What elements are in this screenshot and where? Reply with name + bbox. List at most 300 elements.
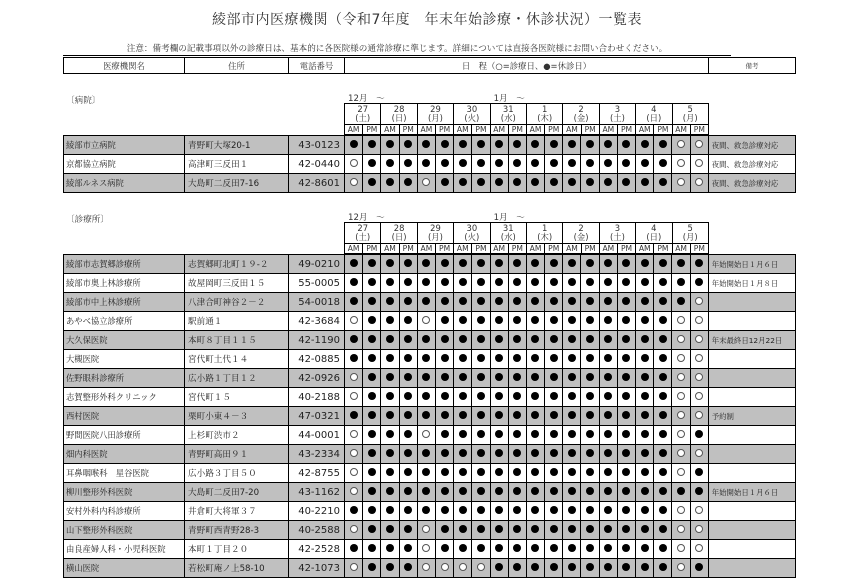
schedule-slot [672, 369, 690, 388]
closed-circle-icon [604, 411, 612, 419]
closed-circle-icon [386, 178, 394, 186]
day-number: 2 [578, 104, 584, 114]
schedule-slot [345, 350, 363, 369]
facility-name: 野間医院八田診療所 [64, 426, 185, 445]
remarks [708, 369, 795, 388]
month-label-january: 1月 ～ [493, 213, 525, 223]
schedule-slot [599, 155, 617, 174]
closed-circle-icon [459, 140, 467, 148]
closed-circle-icon [477, 449, 485, 457]
closed-circle-icon [531, 178, 539, 186]
schedule-slot [508, 540, 526, 559]
remarks: 夜間、救急診療対応 [708, 155, 795, 174]
day-header [526, 104, 562, 125]
closed-circle-icon [586, 140, 594, 148]
schedule-slot [381, 559, 399, 578]
closed-circle-icon [604, 430, 612, 438]
schedule-slot [399, 464, 417, 483]
schedule-slot [435, 331, 453, 350]
facility-address: 上杉町渋市２ [185, 426, 289, 445]
closed-circle-icon [495, 316, 503, 324]
schedule-date-header [344, 211, 709, 254]
schedule-slot [672, 388, 690, 407]
closed-circle-icon [586, 178, 594, 186]
open-circle-icon [350, 525, 358, 533]
closed-circle-icon [422, 159, 430, 167]
schedule-slot [617, 426, 635, 445]
closed-circle-icon [386, 392, 394, 400]
closed-circle-icon [604, 316, 612, 324]
open-circle-icon [350, 159, 358, 167]
schedule-slot [690, 445, 708, 464]
schedule-slot [563, 559, 581, 578]
schedule-slot [454, 174, 472, 193]
closed-circle-icon [404, 487, 412, 495]
schedule-slot [599, 483, 617, 502]
day-header [345, 223, 381, 244]
schedule-slot [690, 136, 708, 155]
schedule-slot [581, 274, 599, 293]
open-circle-icon [695, 316, 703, 324]
schedule-slot [690, 559, 708, 578]
schedule-slot [690, 426, 708, 445]
open-circle-icon [677, 449, 685, 457]
closed-circle-icon [622, 140, 630, 148]
schedule-slot [526, 331, 544, 350]
closed-circle-icon [568, 316, 576, 324]
closed-circle-icon [477, 159, 485, 167]
schedule-slot [345, 174, 363, 193]
schedule-slot [363, 312, 381, 331]
facility-name: 大槻医院 [64, 350, 185, 369]
closed-circle-icon [513, 140, 521, 148]
schedule-slot [563, 426, 581, 445]
schedule-slot [472, 255, 490, 274]
schedule-slot [490, 426, 508, 445]
schedule-slot [381, 255, 399, 274]
closed-circle-icon [659, 373, 667, 381]
facility-address: 若松町庵ノ上58-10 [185, 559, 289, 578]
closed-circle-icon [459, 178, 467, 186]
schedule-slot [490, 540, 508, 559]
pm-label: PM [399, 244, 417, 254]
closed-circle-icon [441, 373, 449, 381]
closed-circle-icon [368, 487, 376, 495]
facility-address: 広小路３丁目５０ [185, 464, 289, 483]
day-number: 29 [430, 223, 441, 233]
schedule-slot [363, 521, 381, 540]
schedule-slot [690, 155, 708, 174]
table-row [64, 174, 796, 193]
closed-circle-icon [386, 140, 394, 148]
closed-circle-icon [368, 544, 376, 552]
closed-circle-icon [404, 178, 412, 186]
day-number: 29 [430, 104, 441, 114]
closed-circle-icon [659, 297, 667, 305]
schedule-slot [399, 155, 417, 174]
facility-name: 志賀整形外科クリニック [64, 388, 185, 407]
closed-circle-icon [641, 159, 649, 167]
table-row [64, 407, 796, 426]
header-schedule: 日 程（○=診療日、●=休診日） [345, 58, 709, 74]
closed-circle-icon [368, 411, 376, 419]
schedule-slot [617, 369, 635, 388]
closed-circle-icon [422, 487, 430, 495]
schedule-slot [472, 464, 490, 483]
am-label: AM [526, 125, 544, 135]
closed-circle-icon [641, 544, 649, 552]
schedule-slot [617, 312, 635, 331]
schedule-slot [454, 540, 472, 559]
facility-name: 由良産婦人科・小児科医院 [64, 540, 185, 559]
open-circle-icon [350, 316, 358, 324]
am-label: AM [599, 125, 617, 135]
schedule-slot [599, 255, 617, 274]
schedule-slot [472, 155, 490, 174]
am-label: AM [490, 125, 508, 135]
schedule-slot [636, 331, 654, 350]
open-circle-icon [695, 544, 703, 552]
pm-label: PM [654, 244, 672, 254]
closed-circle-icon [404, 373, 412, 381]
closed-circle-icon [604, 487, 612, 495]
closed-circle-icon [604, 392, 612, 400]
closed-circle-icon [586, 316, 594, 324]
closed-circle-icon [404, 506, 412, 514]
closed-circle-icon [568, 544, 576, 552]
closed-circle-icon [531, 430, 539, 438]
schedule-slot [526, 407, 544, 426]
schedule-slot [654, 445, 672, 464]
closed-circle-icon [550, 525, 558, 533]
schedule-slot [435, 255, 453, 274]
closed-circle-icon [386, 506, 394, 514]
closed-circle-icon [477, 468, 485, 476]
schedule-slot [508, 483, 526, 502]
schedule-slot [399, 388, 417, 407]
closed-circle-icon [531, 392, 539, 400]
schedule-slot [417, 174, 435, 193]
notice-text: 注意：備考欄の記載事項以外の診療日は、基本的に各医院様の通常診療に準じます。詳細については直接各医院様にお問い合わせください。 [63, 42, 731, 56]
schedule-slot [472, 540, 490, 559]
facility-address: 青野町大塚20-1 [185, 136, 289, 155]
closed-circle-icon [604, 159, 612, 167]
closed-circle-icon [622, 373, 630, 381]
day-of-week: (日) [646, 113, 662, 123]
closed-circle-icon [695, 487, 703, 495]
closed-circle-icon [622, 354, 630, 362]
closed-circle-icon [386, 411, 394, 419]
closed-circle-icon [586, 468, 594, 476]
closed-circle-icon [422, 468, 430, 476]
schedule-slot [690, 274, 708, 293]
schedule-slot [381, 388, 399, 407]
closed-circle-icon [659, 468, 667, 476]
closed-circle-icon [459, 430, 467, 438]
schedule-slot [617, 293, 635, 312]
schedule-slot [490, 274, 508, 293]
schedule-slot [690, 369, 708, 388]
closed-circle-icon [368, 297, 376, 305]
schedule-slot [672, 445, 690, 464]
facility-address: 志賀郷町北町１９-２ [185, 255, 289, 274]
am-label: AM [672, 125, 690, 135]
schedule-slot [636, 407, 654, 426]
schedule-slot [654, 407, 672, 426]
closed-circle-icon [604, 468, 612, 476]
closed-circle-icon [477, 487, 485, 495]
open-circle-icon [695, 178, 703, 186]
am-label: AM [636, 125, 654, 135]
closed-circle-icon [641, 392, 649, 400]
schedule-slot [581, 559, 599, 578]
closed-circle-icon [550, 140, 558, 148]
closed-circle-icon [459, 316, 467, 324]
schedule-slot [672, 426, 690, 445]
closed-circle-icon [404, 525, 412, 533]
day-header [345, 104, 381, 125]
closed-circle-icon [386, 159, 394, 167]
open-circle-icon [695, 297, 703, 305]
schedule-slot [417, 293, 435, 312]
closed-circle-icon [641, 354, 649, 362]
schedule-slot [545, 388, 563, 407]
header-address: 住所 [185, 58, 289, 74]
closed-circle-icon [404, 159, 412, 167]
day-number: 30 [466, 104, 478, 114]
schedule-slot [435, 293, 453, 312]
schedule-slot [599, 369, 617, 388]
schedule-slot [490, 407, 508, 426]
schedule-slot [508, 388, 526, 407]
open-circle-icon [477, 563, 485, 571]
day-header [672, 104, 708, 125]
closed-circle-icon [586, 525, 594, 533]
pm-label: PM [581, 125, 599, 135]
closed-circle-icon [513, 297, 521, 305]
schedule-slot [345, 274, 363, 293]
schedule-slot [526, 502, 544, 521]
schedule-slot [654, 255, 672, 274]
pm-label: PM [654, 125, 672, 135]
facility-phone: 42-1190 [289, 331, 345, 350]
facility-name: あやべ協立診療所 [64, 312, 185, 331]
schedule-slot [381, 293, 399, 312]
day-number: 1 [541, 104, 548, 114]
day-header [417, 223, 453, 244]
closed-circle-icon [386, 544, 394, 552]
schedule-slot [435, 155, 453, 174]
facility-address: 高津町三反田１ [185, 155, 289, 174]
closed-circle-icon [695, 468, 703, 476]
schedule-slot [690, 521, 708, 540]
schedule-slot [435, 540, 453, 559]
schedule-slot [545, 312, 563, 331]
schedule-slot [563, 136, 581, 155]
closed-circle-icon [441, 140, 449, 148]
schedule-slot [563, 312, 581, 331]
closed-circle-icon [441, 335, 449, 343]
closed-circle-icon [477, 411, 485, 419]
schedule-slot [690, 293, 708, 312]
schedule-slot [435, 559, 453, 578]
schedule-slot [508, 369, 526, 388]
closed-circle-icon [368, 140, 376, 148]
schedule-slot [508, 255, 526, 274]
schedule-slot [599, 136, 617, 155]
header-phone: 電話番号 [289, 58, 345, 74]
closed-circle-icon [368, 373, 376, 381]
closed-circle-icon [677, 259, 685, 267]
facility-phone: 42-1073 [289, 559, 345, 578]
schedule-slot [617, 483, 635, 502]
closed-circle-icon [659, 178, 667, 186]
schedule-slot [381, 407, 399, 426]
table-row [64, 369, 796, 388]
closed-circle-icon [477, 316, 485, 324]
open-circle-icon [350, 392, 358, 400]
day-number: 28 [393, 223, 405, 233]
schedule-slot [490, 464, 508, 483]
closed-circle-icon [568, 563, 576, 571]
schedule-slot [508, 445, 526, 464]
schedule-slot [545, 331, 563, 350]
closed-circle-icon [495, 506, 503, 514]
pm-label: PM [399, 125, 417, 135]
closed-circle-icon [641, 297, 649, 305]
closed-circle-icon [604, 259, 612, 267]
closed-circle-icon [477, 354, 485, 362]
pm-label: PM [617, 244, 635, 254]
schedule-slot [617, 174, 635, 193]
schedule-slot [672, 331, 690, 350]
schedule-slot [417, 407, 435, 426]
schedule-slot [454, 293, 472, 312]
pm-label: PM [508, 244, 526, 254]
closed-circle-icon [386, 259, 394, 267]
closed-circle-icon [550, 335, 558, 343]
remarks: 夜間、救急診療対応 [708, 136, 795, 155]
remarks: 年始開始日１月６日 [708, 483, 795, 502]
closed-circle-icon [459, 449, 467, 457]
table-row [64, 559, 796, 578]
schedule-slot [690, 331, 708, 350]
schedule-slot [399, 559, 417, 578]
schedule-slot [399, 312, 417, 331]
schedule-slot [454, 559, 472, 578]
day-header [417, 104, 453, 125]
day-of-week: (土) [609, 232, 625, 242]
closed-circle-icon [531, 159, 539, 167]
schedule-slot [508, 426, 526, 445]
day-of-week: (水) [500, 232, 516, 242]
schedule-slot [472, 559, 490, 578]
closed-circle-icon [604, 178, 612, 186]
facility-phone: 42-8601 [289, 174, 345, 193]
remarks: 年始開始日１月６日 [708, 255, 795, 274]
schedule-slot [563, 255, 581, 274]
schedule-slot [599, 388, 617, 407]
schedule-slot [381, 502, 399, 521]
remarks [708, 445, 795, 464]
closed-circle-icon [368, 178, 376, 186]
schedule-slot [345, 255, 363, 274]
closed-circle-icon [622, 178, 630, 186]
schedule-slot [581, 174, 599, 193]
schedule-slot [599, 293, 617, 312]
closed-circle-icon [604, 563, 612, 571]
closed-circle-icon [550, 544, 558, 552]
closed-circle-icon [604, 373, 612, 381]
closed-circle-icon [550, 297, 558, 305]
schedule-slot [363, 369, 381, 388]
schedule-slot [636, 274, 654, 293]
section-label: 〔病院〕 [66, 96, 101, 106]
pm-label: PM [508, 125, 526, 135]
remarks [708, 293, 795, 312]
closed-circle-icon [422, 392, 430, 400]
closed-circle-icon [459, 544, 467, 552]
closed-circle-icon [604, 140, 612, 148]
open-circle-icon [695, 392, 703, 400]
day-of-week: (月) [428, 232, 443, 242]
schedule-date-header [344, 92, 709, 135]
header-name: 医療機関名 [64, 58, 185, 74]
schedule-slot [399, 350, 417, 369]
schedule-slot [417, 540, 435, 559]
closed-circle-icon [368, 335, 376, 343]
closed-circle-icon [531, 140, 539, 148]
schedule-slot [435, 312, 453, 331]
schedule-slot [654, 331, 672, 350]
table-row [64, 312, 796, 331]
day-of-week: (土) [355, 232, 371, 242]
schedule-slot [363, 155, 381, 174]
schedule-slot [345, 426, 363, 445]
schedule-slot [381, 521, 399, 540]
open-circle-icon [677, 525, 685, 533]
clinic-table [63, 254, 796, 578]
open-circle-icon [677, 178, 685, 186]
closed-circle-icon [531, 525, 539, 533]
closed-circle-icon [404, 468, 412, 476]
closed-circle-icon [622, 468, 630, 476]
closed-circle-icon [386, 563, 394, 571]
closed-circle-icon [622, 563, 630, 571]
open-circle-icon [677, 506, 685, 514]
closed-circle-icon [350, 544, 358, 552]
schedule-slot [508, 521, 526, 540]
pm-label: PM [472, 244, 490, 254]
closed-circle-icon [368, 506, 376, 514]
schedule-slot [654, 155, 672, 174]
closed-circle-icon [459, 468, 467, 476]
closed-circle-icon [422, 259, 430, 267]
schedule-slot [690, 502, 708, 521]
schedule-slot [526, 255, 544, 274]
facility-phone: 43-1162 [289, 483, 345, 502]
schedule-slot [508, 312, 526, 331]
schedule-slot [563, 369, 581, 388]
schedule-slot [454, 274, 472, 293]
facility-address: 本町８丁目１１５ [185, 331, 289, 350]
table-row [64, 155, 796, 174]
closed-circle-icon [386, 468, 394, 476]
closed-circle-icon [622, 487, 630, 495]
day-number: 31 [502, 104, 514, 114]
schedule-slot [399, 274, 417, 293]
closed-circle-icon [459, 159, 467, 167]
